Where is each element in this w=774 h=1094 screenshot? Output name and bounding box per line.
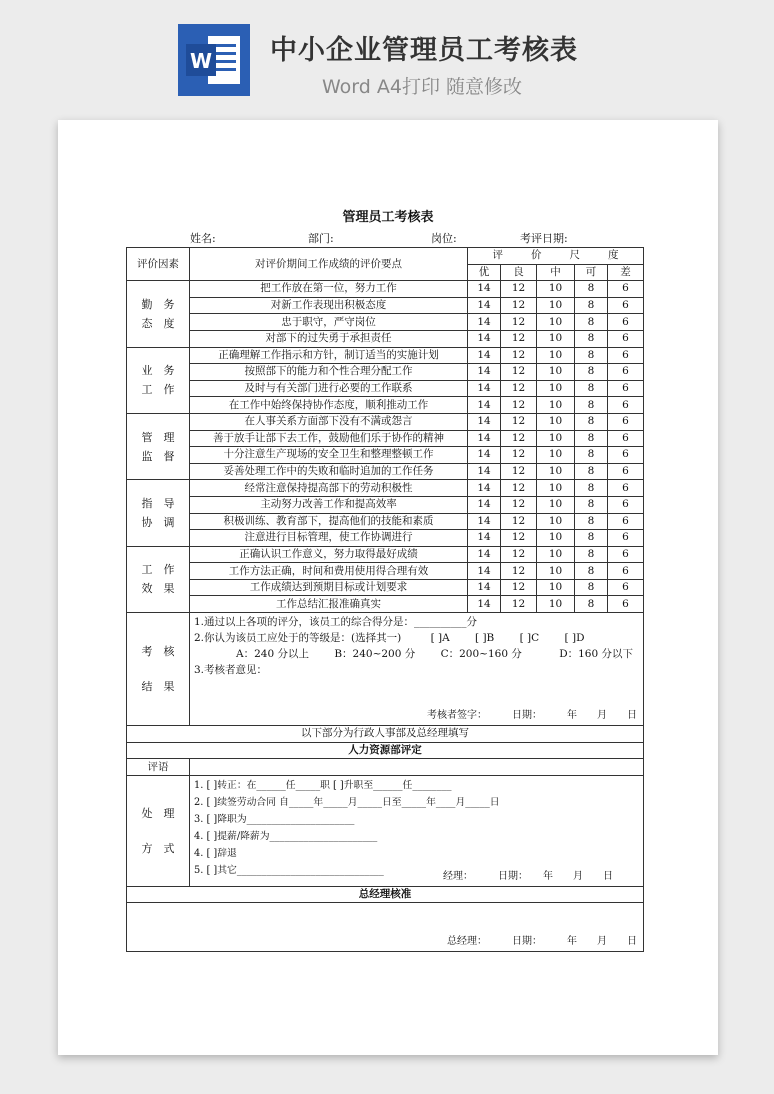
criteria-text: 妥善处理工作中的失败和临时追加的工作任务 xyxy=(190,463,468,480)
score-cell[interactable]: 10 xyxy=(537,463,575,480)
grade-scale: A：240 分以上 xyxy=(236,648,309,661)
score-cell[interactable]: 12 xyxy=(501,480,537,497)
criteria-text: 工作总结汇报准确真实 xyxy=(190,596,468,613)
criteria-text: 对新工作表现出积极态度 xyxy=(190,297,468,314)
hr-note: 以下部分为行政人事部及总经理填写 xyxy=(127,726,644,743)
score-cell[interactable]: 6 xyxy=(608,496,644,513)
criteria-row xyxy=(127,330,644,347)
criteria-text: 忠于职守，严守岗位 xyxy=(190,314,468,331)
score-cell[interactable]: 8 xyxy=(575,447,608,464)
score-cell[interactable]: 6 xyxy=(608,513,644,530)
manager-sign-line: 经理： 日期： 年 月 日 xyxy=(443,870,613,882)
criteria-text: 按照部下的能力和个性合理分配工作 xyxy=(190,364,468,381)
score-cell[interactable]: 14 xyxy=(468,297,501,314)
document-title: 管理员工考核表 xyxy=(342,210,434,225)
score-cell[interactable]: 14 xyxy=(468,364,501,381)
score-cell[interactable]: 12 xyxy=(501,347,537,364)
score-cell[interactable]: 10 xyxy=(537,513,575,530)
header-factor: 评价因素 xyxy=(127,248,190,281)
score-cell[interactable]: 14 xyxy=(468,596,501,613)
factor-line: 管 理 xyxy=(141,430,175,444)
factor-line: 指 导 xyxy=(141,497,175,510)
process-item[interactable]: 2. [ ]续签劳动合同 自_____年_____月_____日至_____年____月_____日 xyxy=(194,796,500,808)
factor-line: 监 督 xyxy=(141,449,175,463)
score-cell[interactable]: 6 xyxy=(608,364,644,381)
score-cell[interactable]: 14 xyxy=(468,579,501,596)
header-requirements: 对评价期间工作成绩的评价要点 xyxy=(190,248,468,281)
score-cell[interactable]: 12 xyxy=(501,546,537,563)
score-cell[interactable]: 8 xyxy=(575,364,608,381)
score-cell[interactable]: 6 xyxy=(608,430,644,447)
factor-cell xyxy=(127,347,190,413)
score-cell[interactable]: 8 xyxy=(575,347,608,364)
score-cell[interactable]: 12 xyxy=(501,297,537,314)
score-cell[interactable]: 6 xyxy=(608,579,644,596)
score-cell[interactable]: 10 xyxy=(537,563,575,580)
criteria-row xyxy=(127,563,644,580)
score-cell[interactable]: 10 xyxy=(537,530,575,547)
grade-scale: D：160 分以下 xyxy=(559,648,634,661)
score-cell[interactable]: 12 xyxy=(501,397,537,414)
factor-line: 处 理 xyxy=(141,806,175,820)
score-cell[interactable]: 14 xyxy=(468,480,501,497)
score-cell[interactable]: 14 xyxy=(468,330,501,347)
score-cell[interactable]: 6 xyxy=(608,330,644,347)
criteria-text: 注意进行目标管理，使工作协调进行 xyxy=(190,530,468,547)
comment-field[interactable] xyxy=(190,759,644,776)
criteria-row xyxy=(127,463,644,480)
factor-line: 结 果 xyxy=(141,680,175,694)
score-cell[interactable]: 14 xyxy=(468,530,501,547)
criteria-text: 正确认识工作意义，努力取得最好成绩 xyxy=(190,546,468,563)
score-cell[interactable]: 8 xyxy=(575,513,608,530)
meta-date: 考评日期: xyxy=(520,232,568,245)
factor-cell xyxy=(127,281,190,347)
scale-char: 评 xyxy=(492,249,503,262)
criteria-text: 把工作放在第一位，努力工作 xyxy=(190,281,468,298)
score-cell[interactable]: 6 xyxy=(608,563,644,580)
document-page xyxy=(58,120,718,1055)
scale-char: 度 xyxy=(608,249,619,262)
score-cell[interactable]: 6 xyxy=(608,314,644,331)
score-cell[interactable]: 10 xyxy=(537,496,575,513)
score-cell[interactable]: 14 xyxy=(468,397,501,414)
score-cell[interactable]: 14 xyxy=(468,513,501,530)
score-cell[interactable]: 8 xyxy=(575,430,608,447)
score-cell[interactable]: 6 xyxy=(608,380,644,397)
score-cell[interactable]: 10 xyxy=(537,579,575,596)
criteria-row xyxy=(127,413,644,430)
score-cell[interactable]: 14 xyxy=(468,347,501,364)
process-cell xyxy=(190,775,644,886)
score-cell[interactable]: 8 xyxy=(575,380,608,397)
score-cell[interactable]: 6 xyxy=(608,281,644,298)
header-scale xyxy=(468,248,644,265)
scale-char: 尺 xyxy=(569,249,580,262)
gm-sign-line: 总经理： 日期： 年 月 日 xyxy=(447,936,637,948)
score-cell[interactable]: 8 xyxy=(575,330,608,347)
hr-section-title: 人力资源部评定 xyxy=(127,742,644,759)
result-cell xyxy=(190,613,644,726)
word-doc-icon xyxy=(178,24,250,96)
grade-scale: C：200~160 分 xyxy=(440,648,522,661)
grade-header: 中 xyxy=(537,264,575,281)
score-cell[interactable]: 8 xyxy=(575,297,608,314)
score-cell[interactable]: 8 xyxy=(575,314,608,331)
score-cell[interactable]: 6 xyxy=(608,297,644,314)
score-cell[interactable]: 10 xyxy=(537,347,575,364)
scale-char: 价 xyxy=(531,249,542,262)
score-cell[interactable]: 6 xyxy=(608,596,644,613)
score-cell[interactable]: 12 xyxy=(501,513,537,530)
score-cell[interactable]: 12 xyxy=(501,563,537,580)
factor-cell xyxy=(127,546,190,612)
criteria-text: 对部下的过失勇于承担责任 xyxy=(190,330,468,347)
process-item[interactable]: 3. [ ]降职为______________________ xyxy=(194,813,355,825)
result-factor xyxy=(127,613,190,726)
criteria-row xyxy=(127,314,644,331)
score-cell[interactable]: 10 xyxy=(537,546,575,563)
criteria-text: 工作成绩达到预期目标或计划要求 xyxy=(190,579,468,596)
grade-option-c[interactable]: [ ]C xyxy=(519,632,540,645)
score-cell[interactable]: 10 xyxy=(537,596,575,613)
grade-header: 良 xyxy=(501,264,537,281)
score-cell[interactable]: 8 xyxy=(575,463,608,480)
factor-line: 效 果 xyxy=(141,582,175,596)
score-cell[interactable]: 12 xyxy=(501,496,537,513)
page-header xyxy=(0,0,774,110)
score-cell[interactable]: 6 xyxy=(608,480,644,497)
score-cell[interactable]: 12 xyxy=(501,314,537,331)
score-cell[interactable]: 8 xyxy=(575,579,608,596)
score-cell[interactable]: 14 xyxy=(468,281,501,298)
criteria-row xyxy=(127,397,644,414)
criteria-text: 积极训练、教育部下，提高他们的技能和素质 xyxy=(190,513,468,530)
process-item[interactable]: 4. [ ]提薪/降薪为______________________ xyxy=(194,830,378,842)
criteria-row xyxy=(127,380,644,397)
evaluation-table xyxy=(126,247,644,952)
factor-line: 工 作 xyxy=(141,563,175,577)
score-cell[interactable]: 10 xyxy=(537,281,575,298)
criteria-row xyxy=(127,530,644,547)
criteria-row xyxy=(127,364,644,381)
comment-label: 评语 xyxy=(127,759,190,776)
score-cell[interactable]: 10 xyxy=(537,297,575,314)
process-item[interactable]: 4. [ ]辞退 xyxy=(194,847,237,859)
grade-option-d[interactable]: [ ]D xyxy=(564,632,585,645)
grade-header: 差 xyxy=(608,264,644,281)
score-cell[interactable]: 10 xyxy=(537,314,575,331)
result-line-2 xyxy=(194,631,585,645)
score-cell[interactable]: 10 xyxy=(537,364,575,381)
score-cell[interactable]: 14 xyxy=(468,546,501,563)
grade-option-b[interactable]: [ ]B xyxy=(475,632,495,645)
gm-approval-cell[interactable] xyxy=(127,903,644,952)
factor-cell xyxy=(127,480,190,546)
score-cell[interactable]: 6 xyxy=(608,413,644,430)
factor-line: 考 核 xyxy=(141,645,175,659)
page-subtitle: Word A4打印 随意修改 xyxy=(322,76,523,98)
score-cell[interactable]: 10 xyxy=(537,397,575,414)
score-cell[interactable]: 6 xyxy=(608,530,644,547)
score-cell[interactable]: 10 xyxy=(537,380,575,397)
grade-header: 可 xyxy=(575,264,608,281)
score-cell[interactable]: 14 xyxy=(468,314,501,331)
score-cell[interactable]: 8 xyxy=(575,496,608,513)
factor-cell xyxy=(127,413,190,479)
result-line-3: 3.考核者意见： xyxy=(194,664,268,677)
criteria-row xyxy=(127,447,644,464)
criteria-row xyxy=(127,430,644,447)
criteria-row xyxy=(127,297,644,314)
score-cell[interactable]: 6 xyxy=(608,347,644,364)
criteria-text: 经常注意保持提高部下的劳动积极性 xyxy=(190,480,468,497)
factor-line: 态 度 xyxy=(141,316,175,330)
grade-option-a[interactable]: [ ]A xyxy=(430,632,450,645)
score-cell[interactable]: 14 xyxy=(468,496,501,513)
criteria-row xyxy=(127,480,644,497)
criteria-text: 善于放手让部下去工作，鼓励他们乐于协作的精神 xyxy=(190,430,468,447)
score-cell[interactable]: 12 xyxy=(501,579,537,596)
criteria-text: 十分注意生产现场的安全卫生和整理整顿工作 xyxy=(190,447,468,464)
score-cell[interactable]: 8 xyxy=(575,480,608,497)
score-cell[interactable]: 6 xyxy=(608,463,644,480)
factor-line: 工 作 xyxy=(141,383,175,397)
reviewer-sign-line: 考核者签字： 日期： 年 月 日 xyxy=(427,710,637,722)
score-cell[interactable]: 12 xyxy=(501,596,537,613)
result-line-1: 1.通过以上各项的评分，该员工的综合得分是：__________分 xyxy=(194,616,478,629)
grade-scales xyxy=(236,647,633,661)
meta-name: 姓名: xyxy=(190,232,216,245)
score-cell[interactable]: 12 xyxy=(501,380,537,397)
score-cell[interactable]: 6 xyxy=(608,397,644,414)
score-cell[interactable]: 10 xyxy=(537,447,575,464)
process-factor xyxy=(127,775,190,886)
meta-dept: 部门: xyxy=(308,232,334,245)
criteria-row xyxy=(127,513,644,530)
score-cell[interactable]: 12 xyxy=(501,281,537,298)
criteria-row xyxy=(127,496,644,513)
score-cell[interactable]: 12 xyxy=(501,447,537,464)
score-cell[interactable]: 8 xyxy=(575,546,608,563)
grade-header: 优 xyxy=(468,264,501,281)
score-cell[interactable]: 10 xyxy=(537,413,575,430)
score-cell[interactable]: 10 xyxy=(537,330,575,347)
factor-line: 业 务 xyxy=(141,364,175,378)
criteria-row xyxy=(127,596,644,613)
criteria-text: 在人事关系方面部下没有不满或怨言 xyxy=(190,413,468,430)
criteria-text: 在工作中始终保持协作态度，顺利推动工作 xyxy=(190,397,468,414)
score-cell[interactable]: 10 xyxy=(537,430,575,447)
score-cell[interactable]: 14 xyxy=(468,380,501,397)
criteria-text: 主动努力改善工作和提高效率 xyxy=(190,496,468,513)
process-item[interactable]: 1. [ ]转正：在______任_____职 [ ]升职至______任________ xyxy=(194,779,452,791)
factor-line: 勤 务 xyxy=(141,297,175,311)
score-cell[interactable]: 14 xyxy=(468,430,501,447)
criteria-text: 及时与有关部门进行必要的工作联系 xyxy=(190,380,468,397)
score-cell[interactable]: 12 xyxy=(501,463,537,480)
grade-scale: B：240~200 分 xyxy=(334,648,416,661)
score-cell[interactable]: 8 xyxy=(575,397,608,414)
score-cell[interactable]: 14 xyxy=(468,563,501,580)
page-title: 中小企业管理员工考核表 xyxy=(270,35,578,66)
criteria-text: 正确理解工作指示和方针，制订适当的实施计划 xyxy=(190,347,468,364)
process-item[interactable]: 5. [ ]其它______________________________ xyxy=(194,864,384,876)
score-cell[interactable]: 8 xyxy=(575,530,608,547)
score-cell[interactable]: 8 xyxy=(575,281,608,298)
meta-post: 岗位: xyxy=(431,232,457,245)
grade-question: 2.你认为该员工应处于的等级是：(选择其一) xyxy=(194,632,402,645)
score-cell[interactable]: 10 xyxy=(537,480,575,497)
criteria-row xyxy=(127,546,644,563)
criteria-row xyxy=(127,347,644,364)
score-cell[interactable]: 12 xyxy=(501,413,537,430)
criteria-row xyxy=(127,579,644,596)
factor-line: 方 式 xyxy=(141,841,175,855)
score-cell[interactable]: 12 xyxy=(501,330,537,347)
score-cell[interactable]: 8 xyxy=(575,596,608,613)
score-cell[interactable]: 14 xyxy=(468,447,501,464)
score-cell[interactable]: 8 xyxy=(575,563,608,580)
criteria-row xyxy=(127,281,644,298)
score-cell[interactable]: 6 xyxy=(608,447,644,464)
criteria-text: 工作方法正确，时间和费用使用得合理有效 xyxy=(190,563,468,580)
score-cell[interactable]: 14 xyxy=(468,413,501,430)
score-cell[interactable]: 12 xyxy=(501,430,537,447)
svg-text:W: W xyxy=(189,49,213,73)
gm-section-title: 总经理核准 xyxy=(127,886,644,903)
score-cell[interactable]: 12 xyxy=(501,530,537,547)
score-cell[interactable]: 14 xyxy=(468,463,501,480)
score-cell[interactable]: 8 xyxy=(575,413,608,430)
score-cell[interactable]: 12 xyxy=(501,364,537,381)
score-cell[interactable]: 6 xyxy=(608,546,644,563)
factor-line: 协 调 xyxy=(141,516,175,529)
